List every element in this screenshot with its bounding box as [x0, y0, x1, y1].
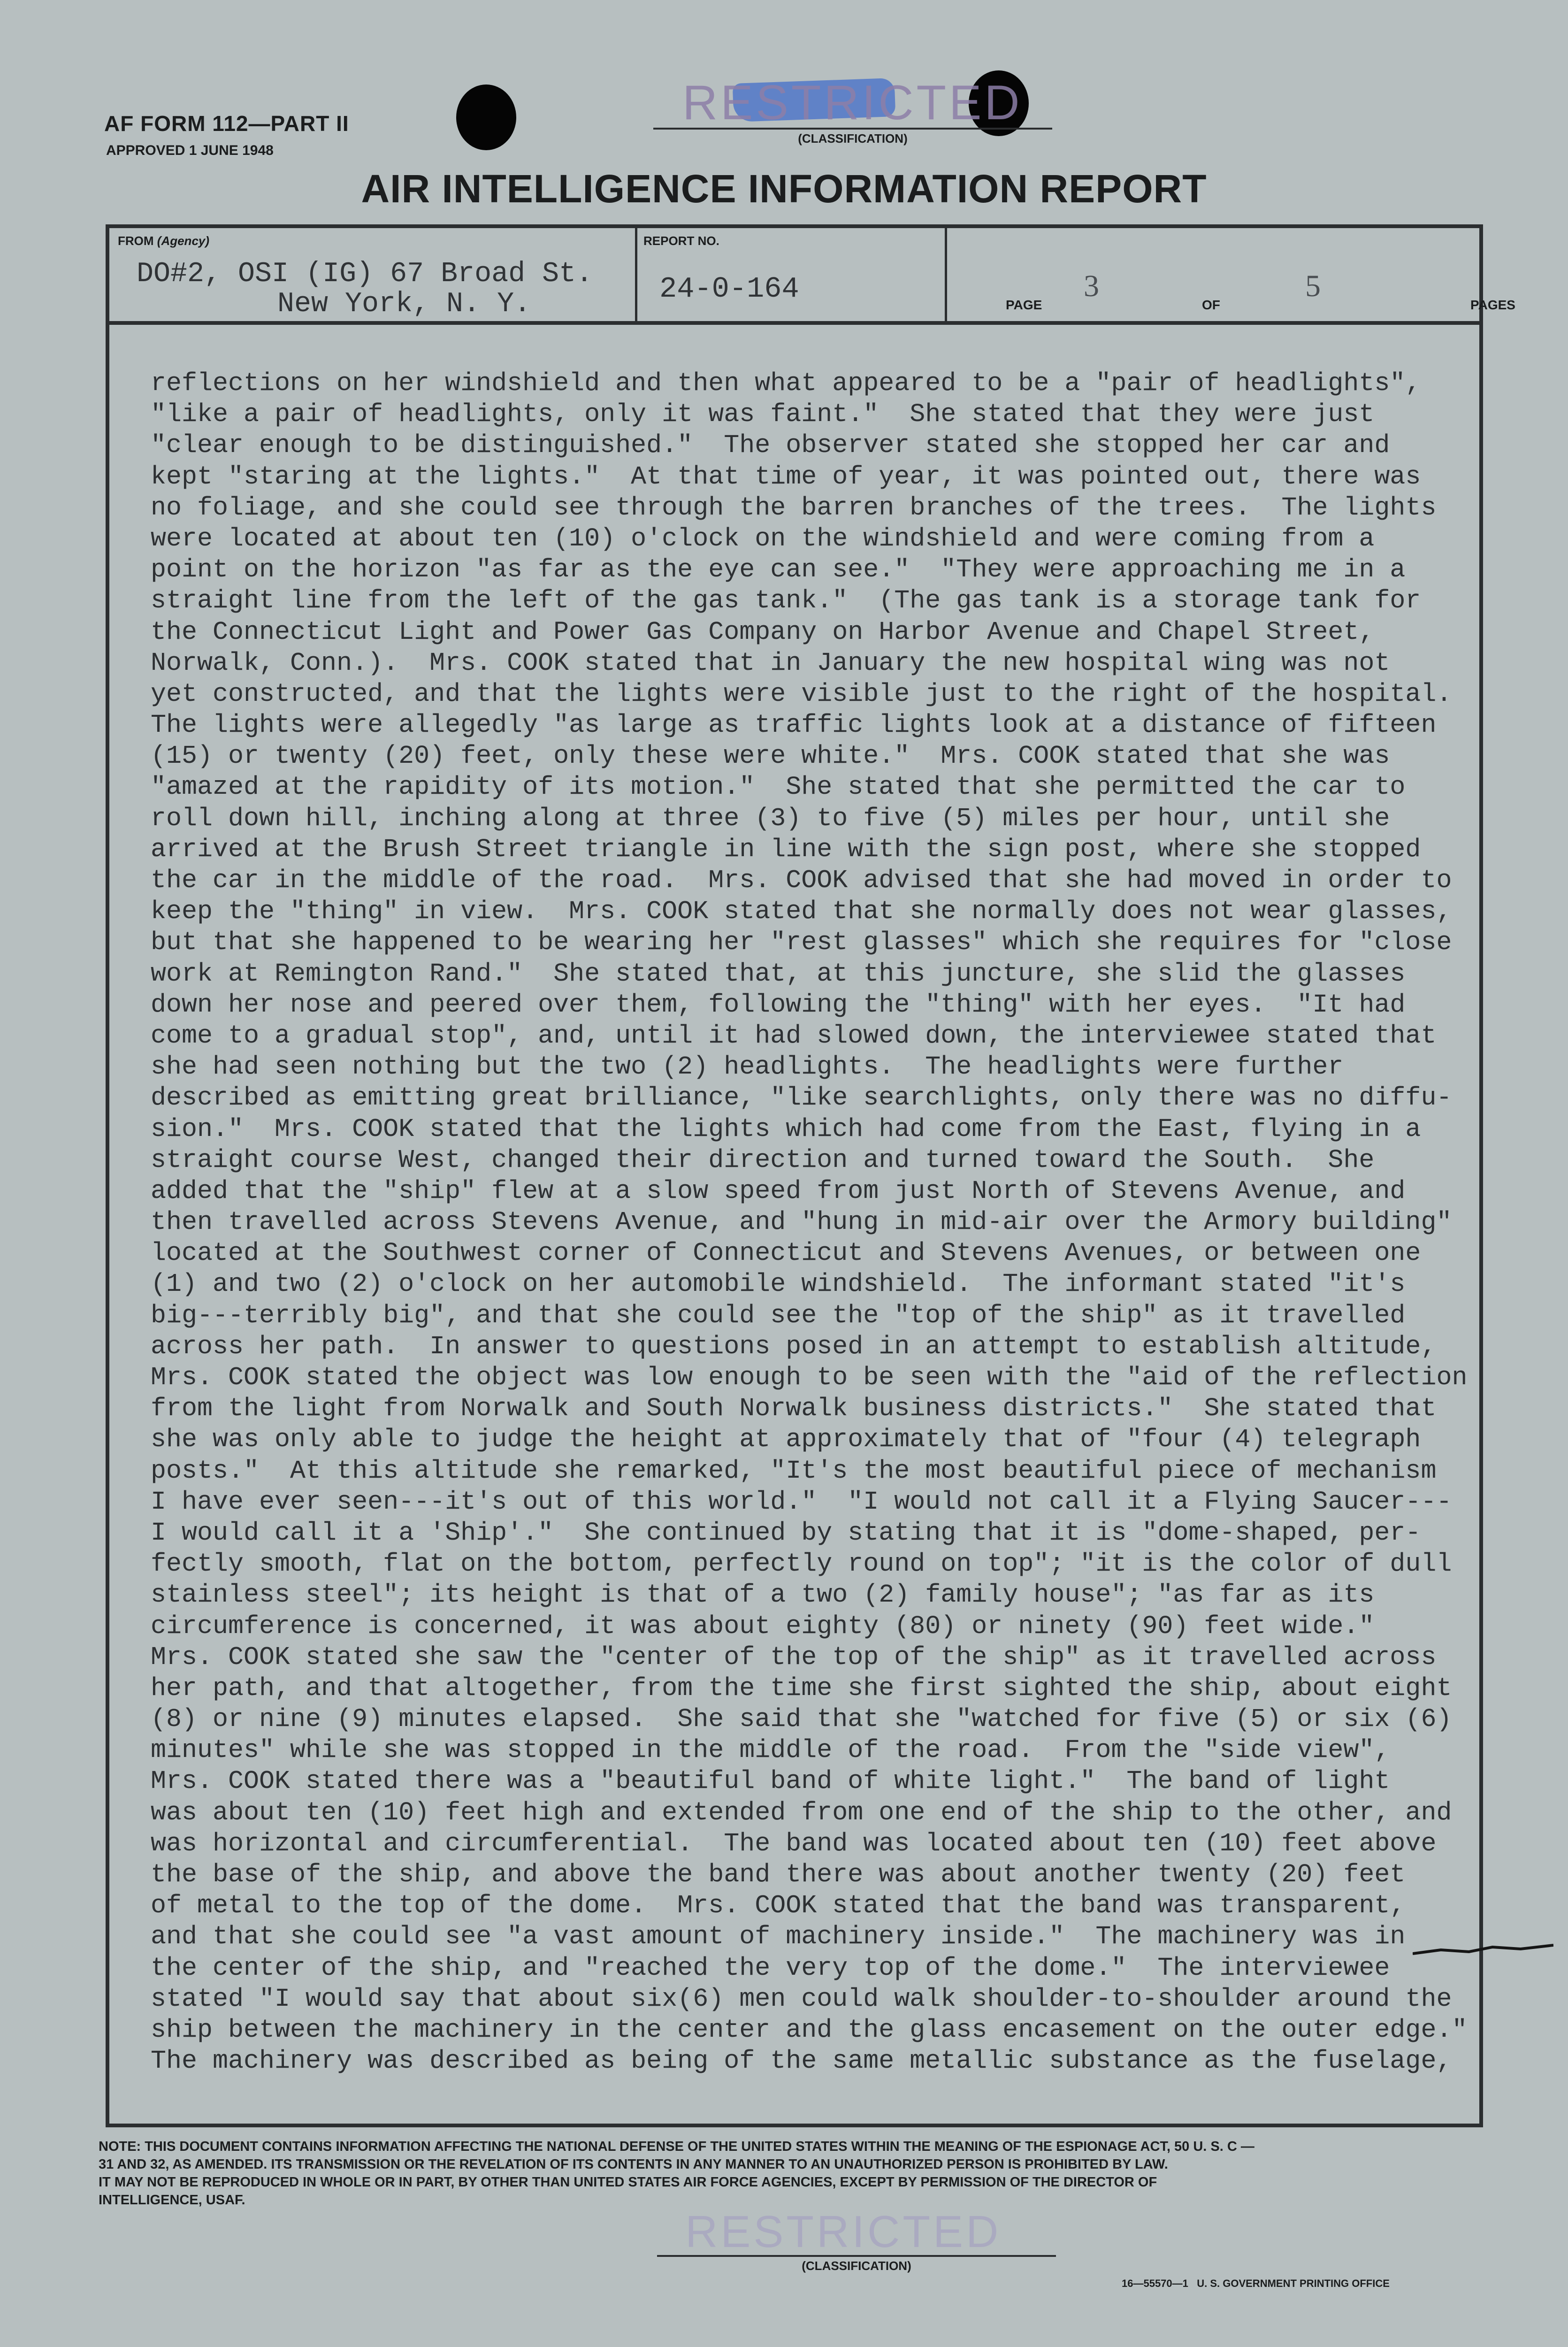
body-text-line: were located at about ten (10) o'clock on the windshield and were coming from a	[151, 523, 1375, 553]
body-text-line: located at the Southwest corner of Connecticut and Stevens Avenues, or between one	[151, 1238, 1421, 1268]
classification-label-bottom: (CLASSIFICATION)	[802, 2259, 911, 2273]
body-text-line: she was only able to judge the height at approximately that of "four (4) telegraph	[151, 1425, 1421, 1455]
body-text-line: big---terribly big", and that she could see the "top of the ship" as it travelled	[151, 1300, 1406, 1330]
of-label: OF	[1202, 298, 1220, 312]
body-text-line: posts." At this altitude she remarked, "It's the most beautiful piece of mechanism	[151, 1456, 1437, 1486]
body-text-line: come to a gradual stop", and, until it had slowed down, the interviewee stated that	[151, 1020, 1437, 1051]
body-text-line: I would call it a 'Ship'." She continued by stating that it is "dome-shaped, per-	[151, 1518, 1421, 1548]
page-label: PAGE	[1006, 298, 1042, 312]
body-text-line: The machinery was described as being of the same metallic substance as the fuselage,	[151, 2046, 1452, 2076]
notice-line: 31 AND 32, AS AMENDED. ITS TRANSMISSION OR THE REVELATION OF ITS CONTENTS IN ANY MANNER TO AN UNAUTHORIZED PERSON IS PROHIBITED BY LAW.	[99, 2157, 1168, 2172]
from-cell	[109, 228, 637, 321]
body-text-line: but that she happened to be wearing her "rest glasses" which she requires for "close	[151, 928, 1452, 958]
body-text-line: yet constructed, and that the lights were visible just to the right of the hospital.	[151, 679, 1452, 709]
body-text-line: sion." Mrs. COOK stated that the lights which had come from the East, flying in a	[151, 1114, 1421, 1144]
body-text-line: "clear enough to be distinguished." The observer stated she stopped her car and	[151, 430, 1390, 460]
body-text-line: the base of the ship, and above the band there was about another twenty (20) feet	[151, 1860, 1406, 1889]
body-text-line: no foliage, and she could see through the barren branches of the trees. The lights	[151, 492, 1437, 522]
body-text-line: she had seen nothing but the two (2) headlights. The headlights were further	[151, 1052, 1344, 1082]
restricted-stamp-top: RESTRICTED	[682, 76, 1023, 130]
paper-tear	[1413, 1943, 1553, 1957]
report-number-cell	[635, 228, 947, 321]
classification-label-top: (CLASSIFICATION)	[798, 131, 908, 146]
body-text-line: the Connecticut Light and Power Gas Company on Harbor Avenue and Chapel Street,	[151, 617, 1375, 647]
body-text-line: straight line from the left of the gas tank." (The gas tank is a storage tank for	[151, 586, 1421, 616]
body-text-line: stainless steel"; its height is that of a two (2) family house"; "as far as its	[151, 1580, 1375, 1610]
body-text-line: circumference is concerned, it was about eighty (80) or ninety (90) feet wide."	[151, 1611, 1375, 1641]
classification-rule-top	[653, 128, 1052, 130]
from-agency-line2: New York, N. Y.	[277, 288, 531, 320]
total-pages: 5	[1305, 269, 1321, 303]
report-body	[151, 368, 1493, 2077]
body-text-line: added that the "ship" flew at a slow speed from just North of Stevens Avenue, and	[151, 1176, 1406, 1206]
body-text-line: (1) and two (2) o'clock on her automobile windshield. The informant stated "it's	[151, 1269, 1406, 1299]
body-text-line: down her nose and peered over them, following the "thing" with her eyes. "It had	[151, 989, 1406, 1020]
body-text-line: ship between the machinery in the center and the glass encasement on the outer edge."	[151, 2015, 1468, 2045]
body-text-line: across her path. In answer to questions posed in an attempt to establish altitude,	[151, 1331, 1437, 1361]
notice-line: NOTE: THIS DOCUMENT CONTAINS INFORMATION AFFECTING THE NATIONAL DEFENSE OF THE UNITED STATES WITHIN THE MEANING OF THE ESPIONAGE ACT, 50 U. S. C —	[99, 2139, 1254, 2154]
report-number-label: REPORT NO.	[643, 234, 719, 248]
body-text-line: "like a pair of headlights, only it was faint." She stated that they were just	[151, 399, 1375, 430]
body-text-line: minutes" while she was stopped in the middle of the road. From the "side view",	[151, 1735, 1390, 1765]
body-text-line: then travelled across Stevens Avenue, and "hung in mid-air over the Armory building"	[151, 1207, 1452, 1237]
restricted-stamp-bottom: RESTRICTED	[685, 2207, 1002, 2257]
body-text-line: fectly smooth, flat on the bottom, perfectly round on top"; "it is the color of dull	[151, 1549, 1452, 1579]
body-text-line: from the light from Norwalk and South Norwalk business districts." She stated that	[151, 1394, 1437, 1424]
body-text-line: Mrs. COOK stated there was a "beautiful band of white light." The band of light	[151, 1766, 1390, 1796]
report-title: AIR INTELLIGENCE INFORMATION REPORT	[361, 167, 1207, 211]
body-text-line: Mrs. COOK stated she saw the "center of the top of the ship" as it travelled across	[151, 1642, 1437, 1672]
body-text-line: keep the "thing" in view. Mrs. COOK stated that she normally does not wear glasses,	[151, 897, 1452, 927]
body-text-line: straight course West, changed their direction and turned toward the South. She	[151, 1145, 1375, 1175]
form-approval-date: APPROVED 1 JUNE 1948	[106, 143, 274, 158]
body-text-line: "amazed at the rapidity of its motion." She stated that she permitted the car to	[151, 772, 1406, 802]
body-text-line: of metal to the top of the dome. Mrs. COOK stated that the band was transparent,	[151, 1891, 1406, 1921]
body-text-line: work at Remington Rand." She stated that, at this juncture, she slid the glasses	[151, 959, 1406, 989]
body-text-line: the center of the ship, and "reached the very top of the dome." The interviewee	[151, 1953, 1390, 1983]
classification-block-top	[653, 75, 1052, 150]
body-text-line: roll down hill, inching along at three (3) to five (5) miles per hour, until she	[151, 803, 1390, 833]
classification-rule-bottom	[657, 2255, 1056, 2257]
classification-block-bottom	[657, 2206, 1056, 2277]
body-text-line: kept "staring at the lights." At that time of year, it was pointed out, there was	[151, 461, 1421, 491]
body-text-line: The lights were allegedly "as large as traffic lights look at a distance of fifteen	[151, 710, 1437, 740]
from-label: FROM (Agency)	[118, 234, 210, 248]
page-count-cell	[945, 228, 1515, 321]
page-number: 3	[1084, 269, 1099, 303]
body-text-line: was about ten (10) feet high and extended from one end of the ship to the other, and	[151, 1797, 1452, 1827]
form-identifier: AF FORM 112—PART II	[104, 111, 349, 136]
notice-line: INTELLIGENCE, USAF.	[99, 2193, 245, 2208]
report-frame	[106, 224, 1515, 2127]
body-text-line: (15) or twenty (20) feet, only these were white." Mrs. COOK stated that she was	[151, 741, 1390, 771]
body-text-line: point on the horizon "as far as the eye can see." "They were approaching me in a	[151, 555, 1406, 585]
body-text-line: and that she could see "a vast amount of machinery inside." The machinery was in	[151, 1922, 1406, 1952]
body-text-line: was horizontal and circumferential. The band was located about ten (10) feet above	[151, 1828, 1437, 1858]
body-text-line: stated "I would say that about six(6) men could walk shoulder-to-shoulder around the	[151, 1984, 1452, 2014]
from-agency-line1: DO#2, OSI (IG) 67 Broad St.	[137, 258, 593, 290]
body-text-line: Norwalk, Conn.). Mrs. COOK stated that in January the new hospital wing was not	[151, 648, 1390, 678]
body-text-line: described as emitting great brilliance, "like searchlights, only there was no diffu-	[151, 1083, 1452, 1113]
body-text-line: (8) or nine (9) minutes elapsed. She said that she "watched for five (5) or six (6)	[151, 1704, 1452, 1734]
body-text-line: I have ever seen---it's out of this world." "I would not call it a Flying Saucer---	[151, 1487, 1452, 1517]
body-text-line: Mrs. COOK stated the object was low enough to be seen with the "aid of the reflection	[151, 1363, 1468, 1392]
pages-label: PAGES	[1470, 298, 1515, 312]
report-header	[109, 228, 1515, 325]
body-text-line: her path, and that altogether, from the time she first sighted the ship, about eight	[151, 1673, 1452, 1703]
punch-hole-left	[456, 84, 516, 150]
body-text-line: arrived at the Brush Street triangle in line with the sign post, where she stopped	[151, 834, 1421, 864]
report-number: 24-0-164	[659, 272, 799, 306]
notice-line: IT MAY NOT BE REPRODUCED IN WHOLE OR IN PART, BY OTHER THAN UNITED STATES AIR FORCE AGENCIES, EXCEPT BY PERMISSION OF THE DIRECTOR OF	[99, 2175, 1157, 2190]
printing-office-code: 16—55570—1 U. S. GOVERNMENT PRINTING OFFICE	[1122, 2278, 1390, 2289]
body-text-line: reflections on her windshield and then what appeared to be a "pair of headlights",	[151, 368, 1421, 398]
espionage-act-notice	[99, 2138, 1483, 2209]
body-text-line: the car in the middle of the road. Mrs. COOK advised that she had moved in order to	[151, 866, 1452, 895]
